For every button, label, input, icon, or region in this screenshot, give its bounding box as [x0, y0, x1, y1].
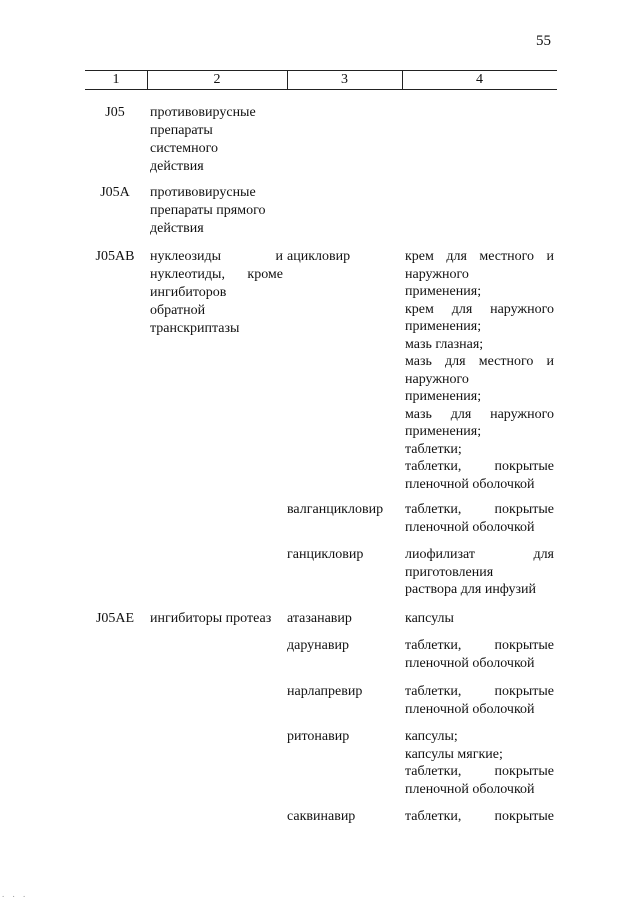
atc-code: J05AB: [95, 249, 135, 264]
drug-name: ацикловир: [287, 249, 351, 264]
drug-name: саквинавир: [287, 809, 356, 824]
atc-code: J05AE: [95, 611, 135, 626]
dosage-forms: лиофилизат для приготовления раствора для инфузий: [405, 547, 554, 597]
dosage-forms: таблетки, покрытые пленочной оболочкой: [405, 684, 554, 717]
dosage-forms: таблетки, покрытые: [405, 809, 554, 824]
header-col-1: 1: [85, 71, 148, 89]
dosage-forms: таблетки, покрытые пленочной оболочкой: [405, 502, 554, 535]
atc-code: J05: [105, 105, 125, 120]
dosage-forms: капсулы: [405, 611, 454, 626]
drug-name: ганцикловир: [287, 547, 364, 562]
atc-group-name: противовирусные препараты системного действия: [150, 105, 256, 174]
header-col-3: 3: [287, 71, 403, 89]
page-number: 55: [536, 33, 551, 49]
atc-group-name: нуклеозиды и нуклеотиды, кроме ингибиторов обратной транскриптазы: [150, 249, 283, 336]
drug-name: ритонавир: [287, 729, 350, 744]
dosage-forms: таблетки, покрытые пленочной оболочкой: [405, 638, 554, 671]
dosage-forms: крем для местного и наружного применения; крем для наружного применения; мазь глазная; мазь для местного и наружного применения; мазь для наружного применения; таблетки; таблетки, покрытые пленочной оболочкой: [405, 249, 554, 492]
atc-group-name: ингибиторы протеаз: [150, 611, 272, 626]
drug-name: дарунавир: [287, 638, 349, 653]
dosage-forms: капсулы; капсулы мягкие; таблетки, покрытые пленочной оболочкой: [405, 729, 554, 797]
header-col-4: 4: [476, 72, 483, 87]
header-col-2: 2: [147, 71, 288, 89]
drug-name: атазанавир: [287, 611, 352, 626]
atc-group-name: противовирусные препараты прямого действия: [150, 185, 266, 236]
atc-code: J05A: [100, 185, 130, 200]
corner-mark: . . .: [2, 889, 29, 899]
drug-name: валганцикловир: [287, 502, 384, 517]
drug-name: нарлапревир: [287, 684, 363, 699]
table-header: [85, 70, 557, 90]
